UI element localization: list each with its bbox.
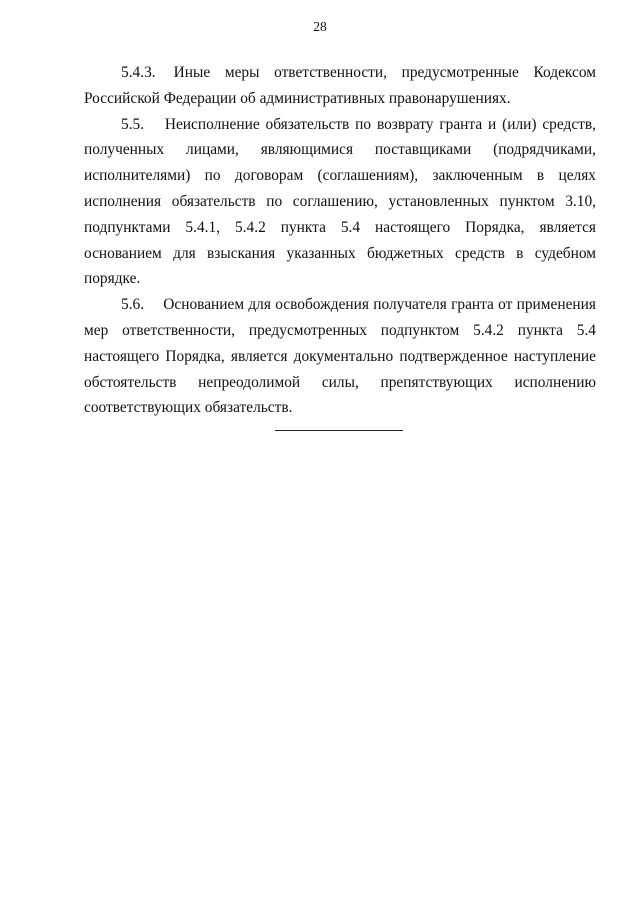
- paragraph-5-4-3: [84, 60, 596, 112]
- paragraph-number: 5.4.3.: [121, 64, 156, 81]
- document-body: [84, 60, 596, 421]
- paragraph-5-5: [84, 112, 596, 293]
- paragraph-text: Иные меры ответственности, предусмотренные Кодексом Российской Федерации об административных правонарушениях.: [84, 64, 596, 107]
- paragraph-number: 5.5.: [121, 115, 145, 133]
- paragraph-text: Основанием для освобождения получателя гранта от применения мер ответственности, предусмотренных подпунктом 5.4.2 пункта 5.4 настоящего Порядка, является документально подтвержденное наступление обстоятельств непреодолимой силы, препятствующих исполнению соответствующих обязательств.: [84, 296, 596, 417]
- end-of-document-rule: [275, 430, 403, 431]
- paragraph-number: 5.6.: [121, 296, 145, 314]
- page-number: 28: [313, 19, 327, 34]
- paragraph-text: Неисполнение обязательств по возврату гранта и (или) средств, полученных лицами, являющимися поставщиками (подрядчиками, исполнителями) по договорам (соглашениям), заключенным в целях исполнения обязательств по соглашению, установленных пунктом 3.10, подпунктами 5.4.1, 5.4.2 пункта 5.4 настоящего Порядка, является основанием для взыскания указанных бюджетных средств в судебном порядке.: [84, 115, 596, 288]
- paragraph-5-6: [84, 292, 596, 421]
